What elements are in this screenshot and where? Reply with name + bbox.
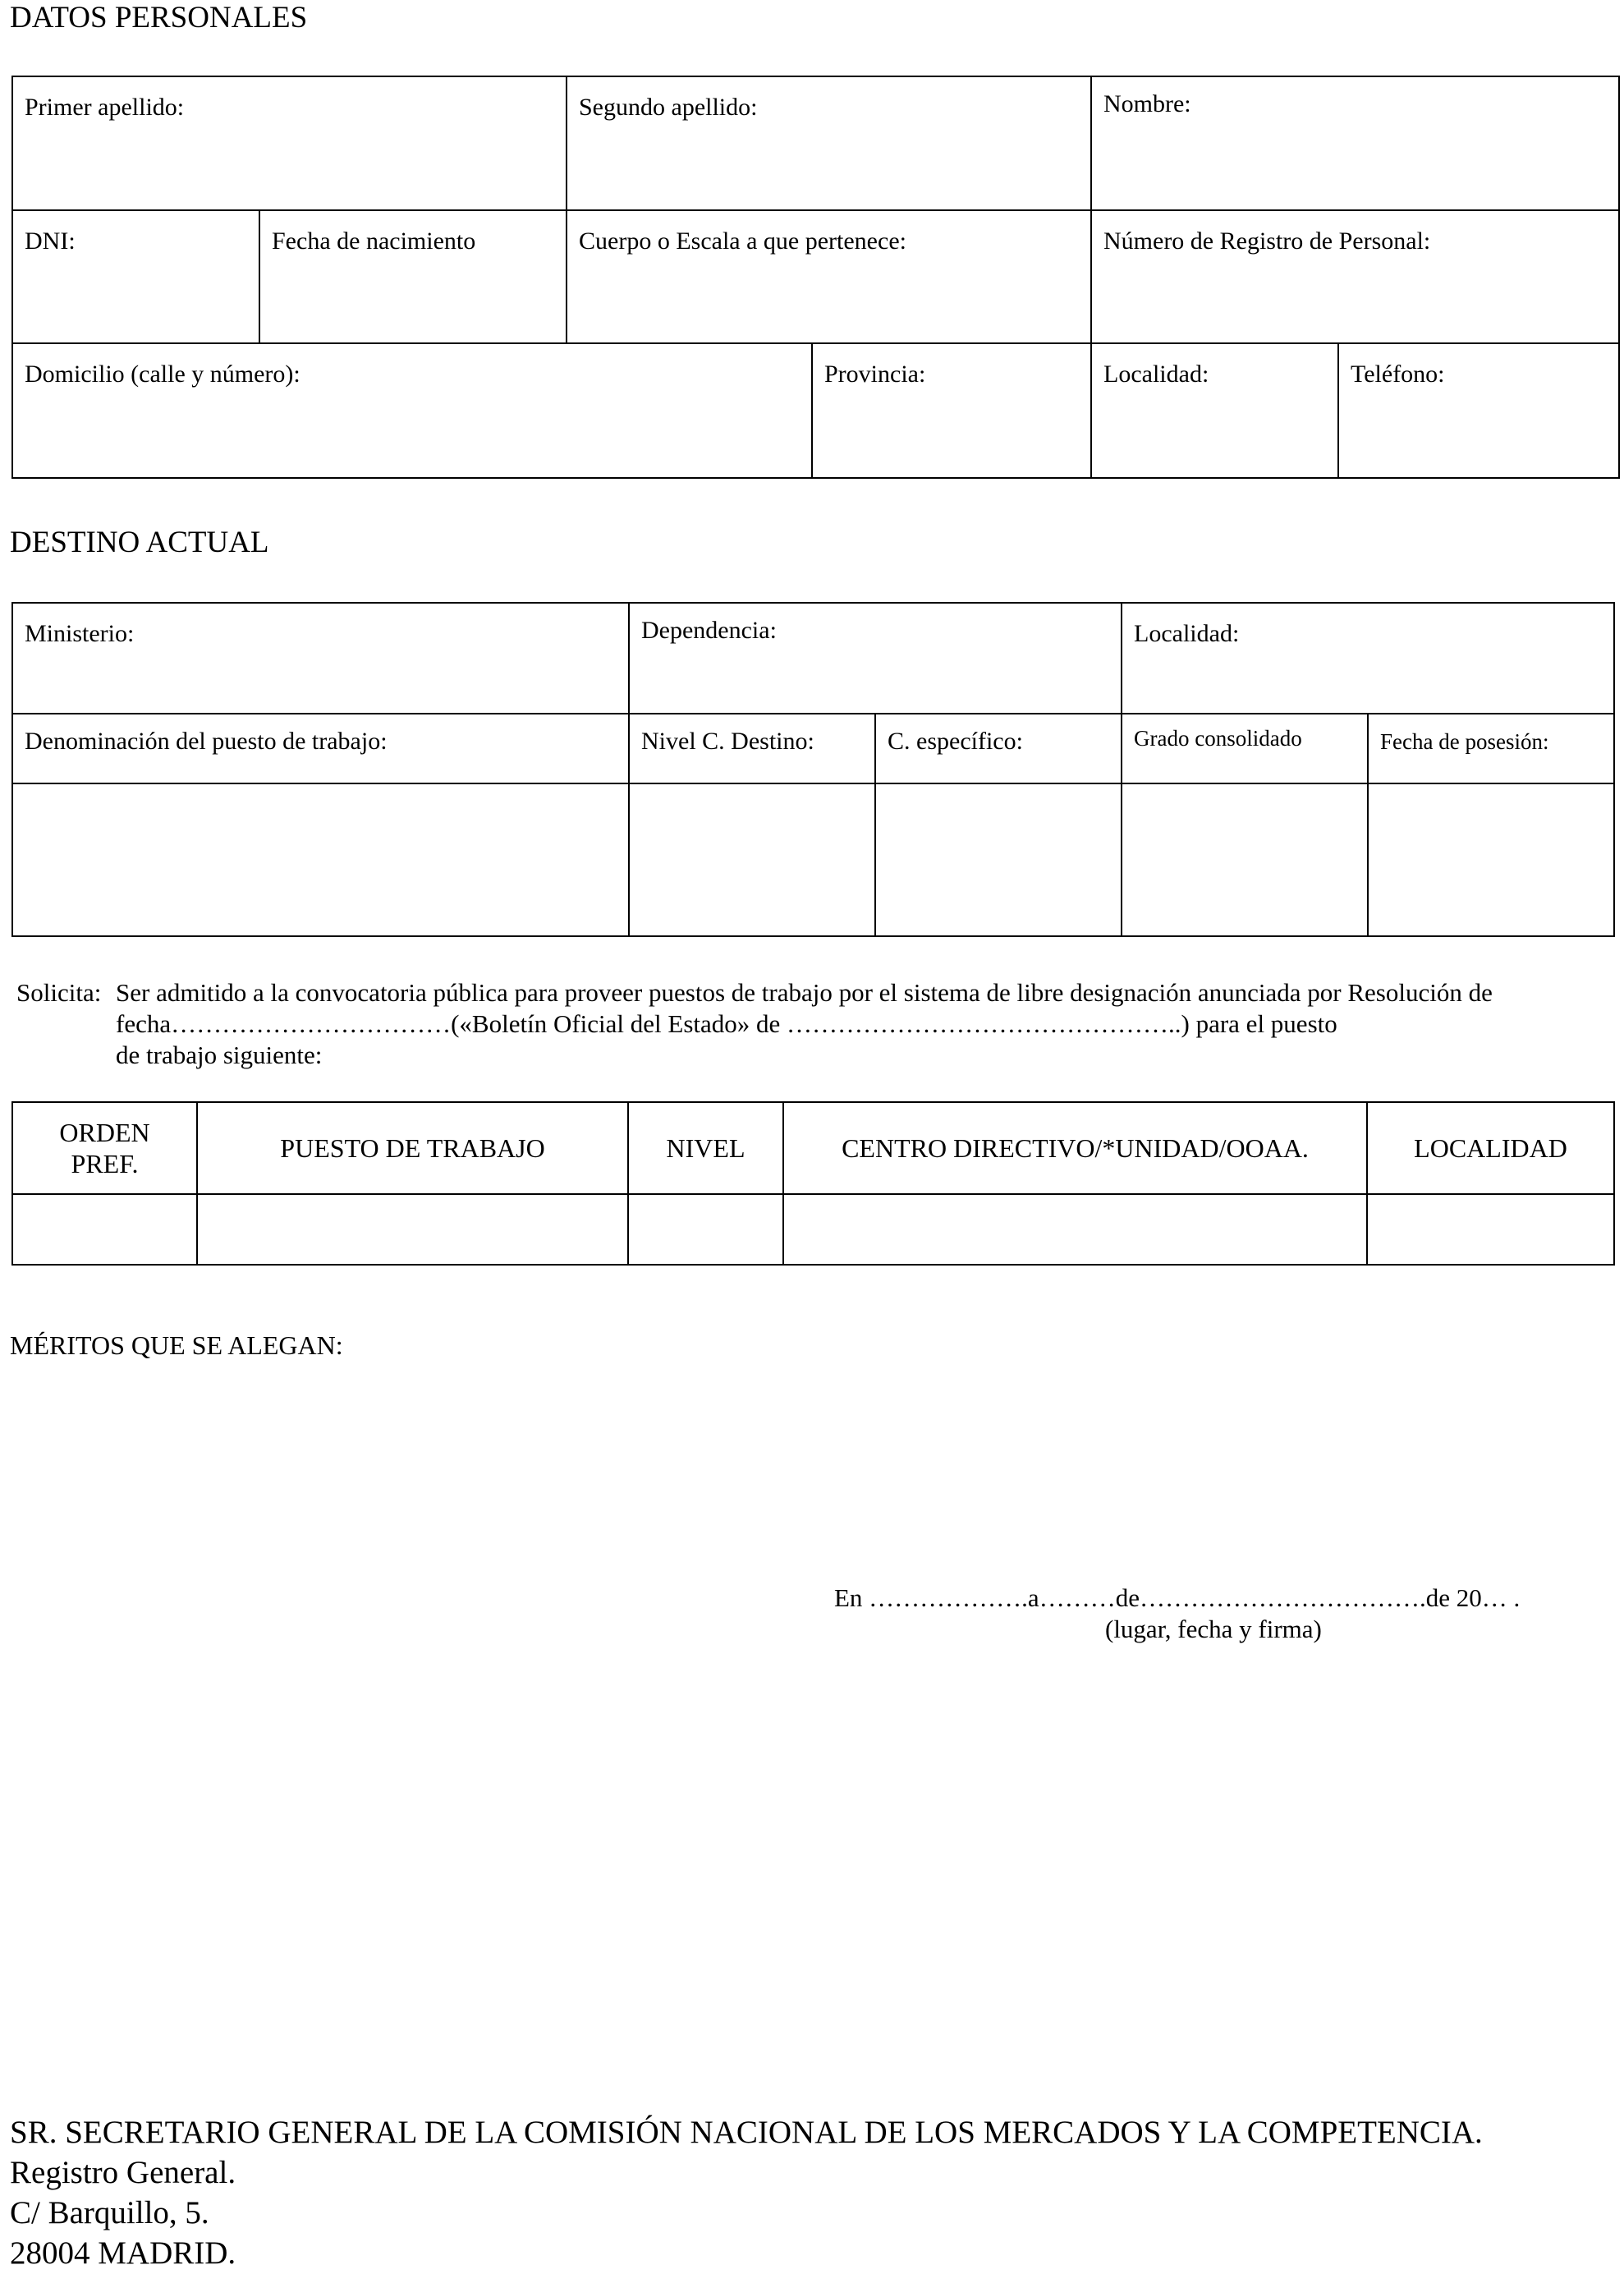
label-telefono: Teléfono: <box>1351 361 1445 388</box>
label-cuerpo-escala: Cuerpo o Escala a que pertenece: <box>579 227 906 255</box>
label-cell-grado <box>1122 714 1368 783</box>
destino-table <box>11 602 1615 937</box>
header-puesto-trabajo: PUESTO DE TRABAJO <box>197 1102 628 1194</box>
label-c-especifico: C. específico: <box>888 728 1023 755</box>
field-segundo-apellido[interactable] <box>567 76 1091 210</box>
label-grado: Grado consolidado <box>1134 726 1302 751</box>
section-title-datos-personales: DATOS PERSONALES <box>10 1 308 34</box>
label-nombre: Nombre: <box>1103 90 1191 117</box>
header-orden-pref: ORDEN PREF. <box>12 1102 197 1194</box>
label-dni: DNI: <box>25 227 76 255</box>
signature-line: En ……………….a………de…………………………….de 20… . <box>834 1583 1521 1612</box>
field-domicilio[interactable] <box>12 343 812 478</box>
label-localidad-destino: Localidad: <box>1134 620 1240 647</box>
solicita-line-1: Ser admitido a la convocatoria pública para proveer puestos de trabajo por el sistema de libre designación anunciada por Resolución de <box>116 978 1493 1007</box>
label-domicilio: Domicilio (calle y número): <box>25 361 300 388</box>
label-fecha-nacimiento: Fecha de nacimiento <box>272 227 476 255</box>
addressee-street: C/ Barquillo, 5. <box>10 2195 209 2230</box>
addressee-city: 28004 MADRID. <box>10 2235 236 2271</box>
label-primer-apellido: Primer apellido: <box>25 94 185 121</box>
label-localidad: Localidad: <box>1103 361 1209 388</box>
label-cell-nivel-destino <box>629 714 875 783</box>
puestos-table <box>11 1101 1615 1266</box>
field-fecha-nacimiento[interactable] <box>259 210 567 343</box>
input-puesto-trabajo[interactable] <box>197 1194 628 1265</box>
solicita-line-3: de trabajo siguiente: <box>116 1041 323 1069</box>
header-nivel: NIVEL <box>628 1102 783 1194</box>
label-dependencia: Dependencia: <box>641 617 777 644</box>
header-localidad: LOCALIDAD <box>1367 1102 1614 1194</box>
field-localidad[interactable] <box>1091 343 1338 478</box>
label-nrp: Número de Registro de Personal: <box>1103 227 1431 255</box>
label-cell-c-especifico <box>875 714 1122 783</box>
addressee-block <box>10 2112 1483 2273</box>
label-ministerio: Ministerio: <box>25 620 135 647</box>
field-nombre[interactable] <box>1091 76 1619 210</box>
addressee-title: SR. SECRETARIO GENERAL DE LA COMISIÓN NACIONAL DE LOS MERCADOS Y LA COMPETENCIA. <box>10 2115 1483 2150</box>
field-dependencia[interactable] <box>629 603 1122 714</box>
input-nivel[interactable] <box>628 1194 783 1265</box>
field-fecha-posesion[interactable] <box>1368 783 1614 936</box>
field-denominacion[interactable] <box>12 783 629 936</box>
field-nrp[interactable] <box>1091 210 1619 343</box>
section-title-meritos: MÉRITOS QUE SE ALEGAN: <box>10 1330 343 1360</box>
field-c-especifico[interactable] <box>875 783 1122 936</box>
label-fecha-posesion: Fecha de posesión: <box>1380 729 1549 754</box>
solicita-paragraph <box>16 977 1617 1071</box>
header-centro-directivo: CENTRO DIRECTIVO/*UNIDAD/OOAA. <box>783 1102 1367 1194</box>
label-cell-denominacion <box>12 714 629 783</box>
field-grado[interactable] <box>1122 783 1368 936</box>
solicita-label: Solicita: <box>16 978 102 1007</box>
meritos-area[interactable] <box>10 1371 1611 1552</box>
label-provincia: Provincia: <box>824 361 926 388</box>
field-localidad-destino[interactable] <box>1122 603 1614 714</box>
field-provincia[interactable] <box>812 343 1091 478</box>
addressee-registry: Registro General. <box>10 2155 236 2190</box>
field-telefono[interactable] <box>1338 343 1619 478</box>
label-cell-fecha-posesion <box>1368 714 1614 783</box>
solicita-line-2: fecha……………………………(«Boletín Oficial del Estado» de ………………………………………..) para el puesto <box>116 1009 1337 1038</box>
field-nivel-destino[interactable] <box>629 783 875 936</box>
label-nivel-destino: Nivel C. Destino: <box>641 728 814 755</box>
field-primer-apellido[interactable] <box>12 76 567 210</box>
label-segundo-apellido: Segundo apellido: <box>579 94 758 121</box>
input-centro-directivo[interactable] <box>783 1194 1367 1265</box>
label-denominacion: Denominación del puesto de trabajo: <box>25 728 388 755</box>
field-dni[interactable] <box>12 210 259 343</box>
personal-data-table <box>11 76 1620 479</box>
input-localidad[interactable] <box>1367 1194 1614 1265</box>
signature-caption: (lugar, fecha y firma) <box>1105 1615 1322 1643</box>
field-ministerio[interactable] <box>12 603 629 714</box>
field-cuerpo-escala[interactable] <box>567 210 1091 343</box>
section-title-destino-actual: DESTINO ACTUAL <box>10 526 269 559</box>
input-orden-pref[interactable] <box>12 1194 197 1265</box>
